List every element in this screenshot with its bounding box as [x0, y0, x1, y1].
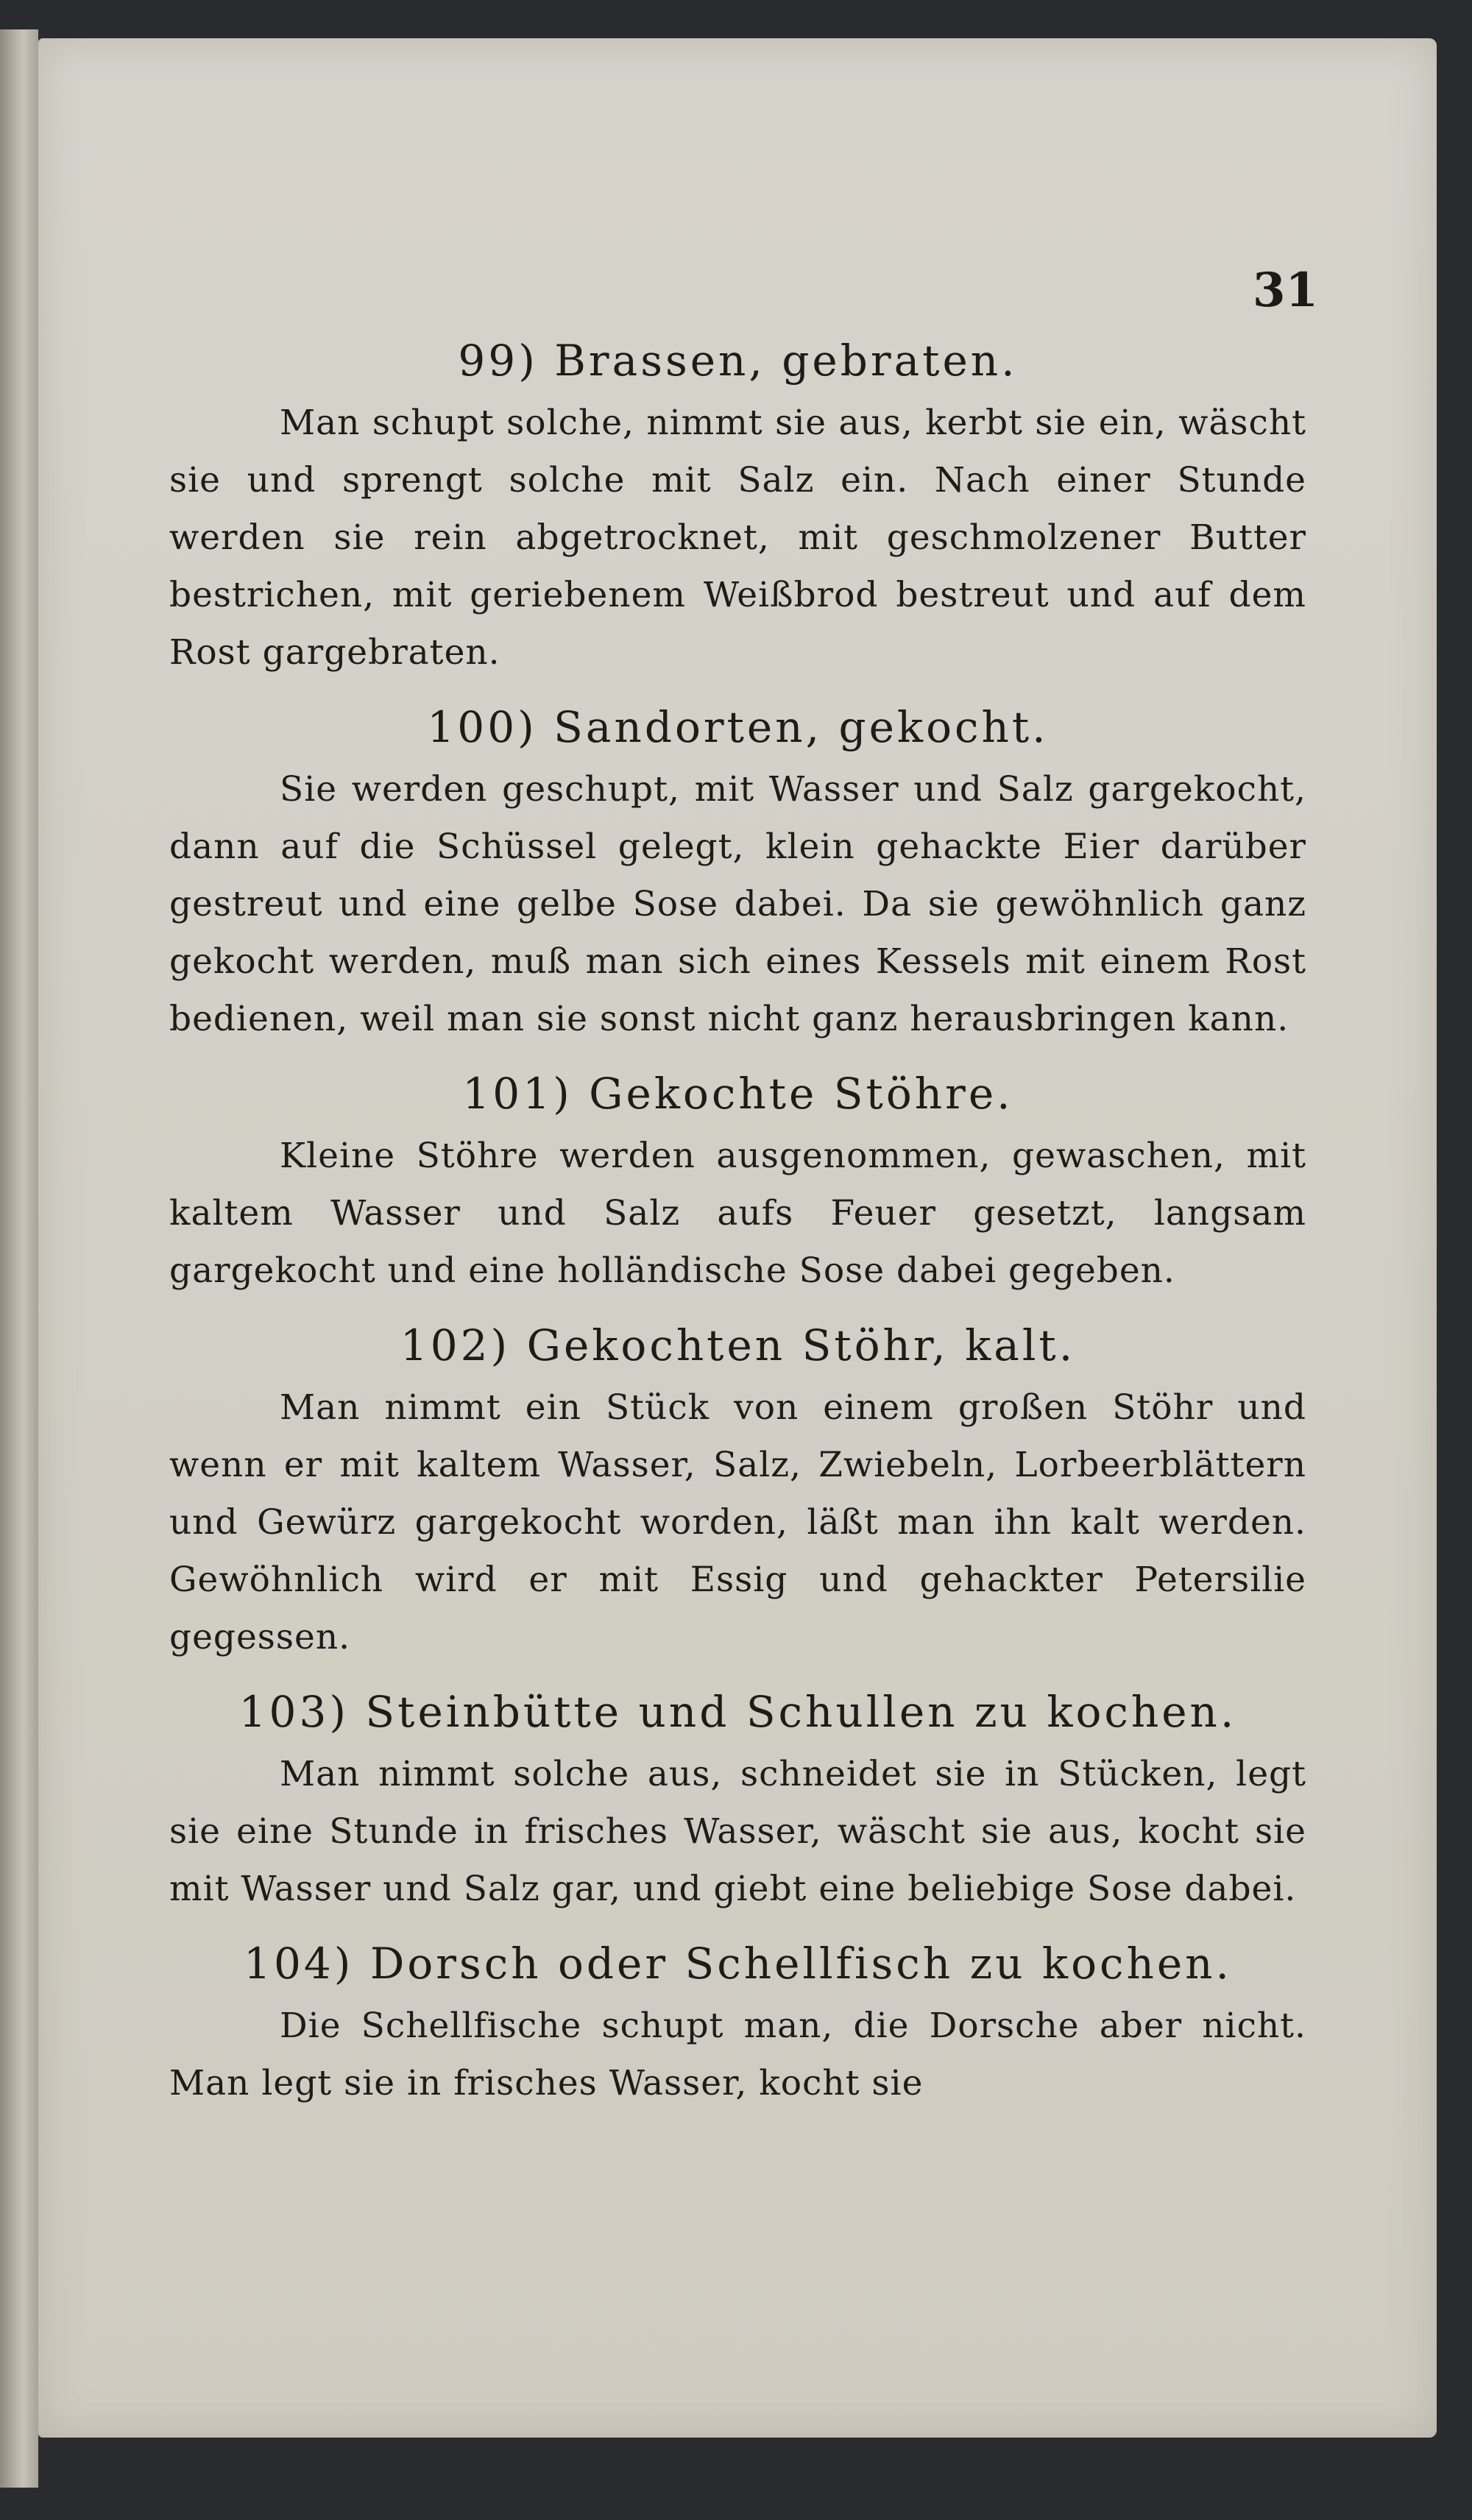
- recipe-101: [169, 1064, 1306, 1300]
- recipe-text: Die Schellfische schupt man, die Dorsche aber nicht. Man legt sie in frisches Wasser, kocht sie: [169, 2006, 1306, 2103]
- page-content: [169, 331, 1306, 2128]
- page-number: 31: [1253, 263, 1319, 318]
- recipe-title: 101) Gekochte Stöhre.: [462, 1069, 1013, 1119]
- recipe-100: [169, 698, 1306, 1048]
- recipe-text: Kleine Stöhre werden ausgenommen, gewaschen, mit kaltem Wasser und Salz aufs Feuer gesetzt, langsam gargekocht und eine holländische Sose dabei gegeben.: [169, 1136, 1306, 1291]
- recipe-text: Sie werden geschupt, mit Wasser und Salz gargekocht, dann auf die Schüssel gelegt, klein gehackte Eier darüber gestreut und eine gelbe Sose dabei. Da sie gewöhnlich ganz gekocht werden, muß man sich eines Kessels mit einem Rost bedienen, weil man sie sonst nicht ganz herausbringen kann.: [169, 769, 1306, 1039]
- recipe-103: [169, 1682, 1306, 1918]
- recipe-title: 100) Sandorten, gekocht.: [427, 702, 1049, 752]
- recipe-text: Man schupt solche, nimmt sie aus, kerbt sie ein, wäscht sie und sprengt solche mit Salz ein. Nach einer Stunde werden sie rein abgetrocknet, mit geschmolzener Butter bestrichen, mit geriebenem Weißbrod bestreut und auf dem Rost gargebraten.: [169, 403, 1306, 673]
- left-page-edge: [0, 29, 38, 2488]
- recipe-99: [169, 331, 1306, 682]
- recipe-title: 99) Brassen, gebraten.: [458, 336, 1018, 386]
- recipe-104: [169, 1934, 1306, 2112]
- recipe-title: 104) Dorsch oder Schellfisch zu kochen.: [244, 1939, 1232, 1989]
- recipe-title: 102) Gekochten Stöhr, kalt.: [400, 1320, 1076, 1370]
- recipe-102: [169, 1316, 1306, 1666]
- recipe-text: Man nimmt ein Stück von einem großen Stöhr und wenn er mit kaltem Wasser, Salz, Zwiebeln, Lorbeerblättern und Gewürz gargekocht worden, läßt man ihn kalt werden. Gewöhnlich wird er mit Essig und gehackter Petersilie gegessen.: [169, 1387, 1306, 1657]
- recipe-text: Man nimmt solche aus, schneidet sie in Stücken, legt sie eine Stunde in frisches Wasser, wäscht sie aus, kocht sie mit Wasser und Salz gar, und giebt eine beliebige Sose dabei.: [169, 1754, 1306, 1909]
- recipe-title: 103) Steinbütte und Schullen zu kochen.: [238, 1687, 1237, 1737]
